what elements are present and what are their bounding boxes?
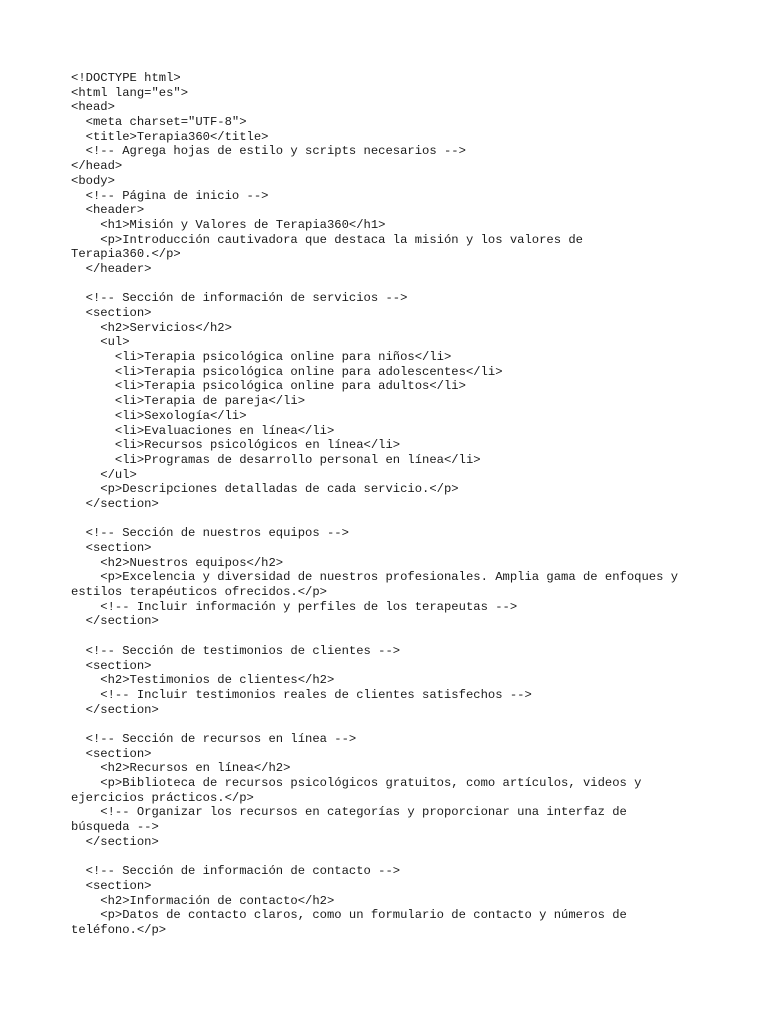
- code-line: <!-- Sección de información de servicios -->: [71, 291, 408, 306]
- code-line: </head>: [71, 159, 123, 174]
- code-line: <ul>: [71, 335, 130, 350]
- code-line: ejercicios prácticos.</p>: [71, 790, 254, 805]
- code-line: búsqueda -->: [71, 820, 159, 835]
- code-line: <p>Descripciones detalladas de cada servicio.</p>: [71, 482, 459, 497]
- code-line: <section>: [71, 878, 152, 893]
- code-line: [71, 717, 751, 732]
- code-line: [71, 512, 751, 527]
- code-line: [71, 277, 751, 292]
- code-line: <li>Evaluaciones en línea</li>: [71, 423, 335, 438]
- code-line: <li>Programas de desarrollo personal en línea</li>: [71, 452, 481, 467]
- code-line: <head>: [71, 100, 115, 115]
- code-line: <li>Terapia de pareja</li>: [71, 394, 306, 409]
- code-line: <!-- Sección de recursos en línea -->: [71, 731, 357, 746]
- code-line: [71, 629, 751, 644]
- code-line: <title>Terapia360</title>: [71, 129, 269, 144]
- code-line: </header>: [71, 261, 152, 276]
- code-line: <body>: [71, 173, 115, 188]
- code-line: teléfono.</p>: [71, 922, 167, 937]
- code-line: <!-- Sección de nuestros equipos -->: [71, 526, 349, 541]
- code-line: estilos terapéuticos ofrecidos.</p>: [71, 585, 327, 600]
- code-line: <!-- Sección de testimonios de clientes -->: [71, 643, 401, 658]
- code-line: <html lang="es">: [71, 85, 189, 100]
- code-line: <section>: [71, 306, 152, 320]
- code-line: <h2>Información de contacto</h2>: [71, 893, 335, 908]
- code-line: <!-- Sección de información de contacto -->: [71, 864, 401, 879]
- code-line: <!-- Incluir testimonios reales de clientes satisfechos -->: [71, 687, 532, 702]
- code-line: <meta charset="UTF-8">: [71, 115, 247, 130]
- code-line: <!DOCTYPE html>: [71, 71, 181, 85]
- code-line: <section>: [71, 541, 152, 555]
- code-line: <h2>Servicios</h2>: [71, 320, 232, 335]
- code-line: <h2>Recursos en línea</h2>: [71, 761, 291, 776]
- code-line: </section>: [71, 702, 159, 717]
- code-line: <p>Biblioteca de recursos psicológicos gratuitos, como artículos, videos y: [71, 776, 642, 790]
- code-line: <h2>Testimonios de clientes</h2>: [71, 673, 335, 688]
- code-line: </ul>: [71, 467, 137, 482]
- code-line: <section>: [71, 658, 152, 673]
- code-line: <p>Excelencia y diversidad de nuestros profesionales. Amplia gama de enfoques y: [71, 570, 679, 585]
- code-line: <p>Introducción cautivadora que destaca la misión y los valores de: [71, 232, 583, 247]
- code-line: </section>: [71, 834, 159, 849]
- code-listing: [71, 71, 751, 938]
- code-line: <li>Sexología</li>: [71, 408, 247, 423]
- code-line: </section>: [71, 496, 159, 511]
- code-line: <li>Recursos psicológicos en línea</li>: [71, 438, 401, 453]
- code-line: Terapia360.</p>: [71, 247, 181, 262]
- code-line: </section>: [71, 614, 159, 629]
- code-line: <header>: [71, 203, 145, 218]
- code-line: <!-- Agrega hojas de estilo y scripts necesarios -->: [71, 144, 466, 159]
- code-line: [71, 849, 751, 864]
- code-line: <section>: [71, 746, 152, 761]
- code-line: <h2>Nuestros equipos</h2>: [71, 555, 284, 570]
- code-line: <!-- Organizar los recursos en categorías y proporcionar una interfaz de: [71, 805, 627, 820]
- code-line: <h1>Misión y Valores de Terapia360</h1>: [71, 217, 386, 232]
- code-line: <!-- Incluir información y perfiles de los terapeutas -->: [71, 599, 518, 614]
- code-line: <li>Terapia psicológica online para adolescentes</li>: [71, 364, 503, 379]
- code-line: <li>Terapia psicológica online para adultos</li>: [71, 379, 466, 394]
- code-line: <p>Datos de contacto claros, como un formulario de contacto y números de: [71, 908, 627, 923]
- code-line: <!-- Página de inicio -->: [71, 188, 269, 203]
- code-line: <li>Terapia psicológica online para niños</li>: [71, 350, 452, 365]
